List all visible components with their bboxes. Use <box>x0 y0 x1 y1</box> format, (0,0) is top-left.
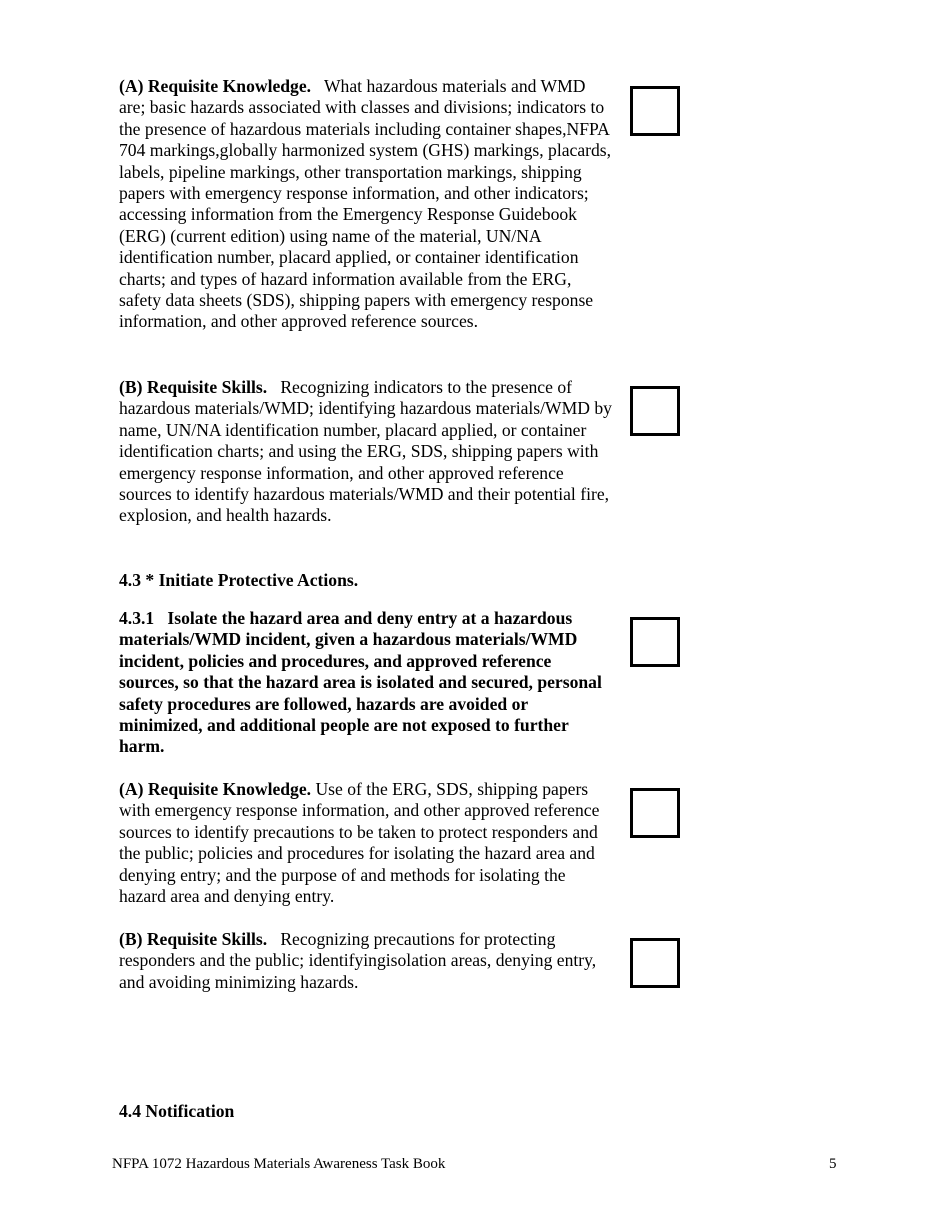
requisite-knowledge-paragraph-1 <box>119 76 613 333</box>
checkbox-requisite-knowledge-1[interactable] <box>630 86 680 136</box>
paragraph-text: What hazardous materials and WMD are; basic hazards associated with classes and divisions; indicators to the presence of hazardous materials including container shapes,NFPA 704 markings,globally harmonized system (GHS) markings, placards, labels, pipeline markings, other transportation markings, shipping papers with emergency response information, and other indicators; accessing information from the Emergency Response Guidebook (ERG) (current edition) using name of the material, UN/NA identification number, placard applied, or container identification charts; and types of hazard information available from the ERG, safety data sheets (SDS), shipping papers with emergency response information, and other approved reference sources. <box>119 76 612 332</box>
requisite-skills-paragraph-2 <box>119 929 613 993</box>
checkbox-requisite-skills-2[interactable] <box>630 938 680 988</box>
paragraph-label: (A) Requisite Knowledge. <box>119 779 312 799</box>
paragraph-label: (A) Requisite Knowledge. <box>119 76 312 96</box>
footer-title: NFPA 1072 Hazardous Materials Awareness Task Book <box>112 1156 446 1172</box>
requisite-skills-paragraph-1 <box>119 377 613 527</box>
requirement-text: Isolate the hazard area and deny entry at a hazardous materials/WMD incident, given a hazardous materials/WMD incident, policies and procedures, and approved reference sources, so that the hazard area is isolated and secured, personal safety procedures are followed, hazards are avoided or minimized, and additional people are not exposed to further harm. <box>119 608 602 757</box>
section-heading-4-4: 4.4 Notification <box>119 1101 235 1121</box>
checkbox-requisite-skills-1[interactable] <box>630 386 680 436</box>
page-number: 5 <box>829 1156 837 1172</box>
checkbox-requisite-knowledge-2[interactable] <box>630 788 680 838</box>
section-heading-4-3: 4.3 * Initiate Protective Actions. <box>119 570 359 590</box>
paragraph-label: (B) Requisite Skills. <box>119 377 268 397</box>
checkbox-4-3-1[interactable] <box>630 617 680 667</box>
paragraph-label: (B) Requisite Skills. <box>119 929 268 949</box>
paragraph-text: Use of the ERG, SDS, shipping papers with emergency response information, and other approved reference sources to identify precautions to be taken to protect responders and the public; policies and procedures for isolating the hazard area and denying entry; and the purpose of and methods for isolating the hazard area and denying entry. <box>119 779 600 907</box>
requisite-knowledge-paragraph-2 <box>119 779 613 907</box>
paragraph-text: Recognizing indicators to the presence of hazardous materials/WMD; identifying hazardous materials/WMD by name, UN/NA identification number, placard applied, or container identification charts; and using the ERG, SDS, shipping papers with emergency response information, and other approved reference sources to identify hazardous materials/WMD and their potential fire, explosion, and health hazards. <box>119 377 612 526</box>
paragraph-text: Recognizing precautions for protecting responders and the public; identifyingisolation areas, denying entry, and avoiding minimizing hazards. <box>119 929 597 992</box>
requirement-number: 4.3.1 <box>119 608 155 628</box>
job-performance-requirement-4-3-1 <box>119 608 613 758</box>
